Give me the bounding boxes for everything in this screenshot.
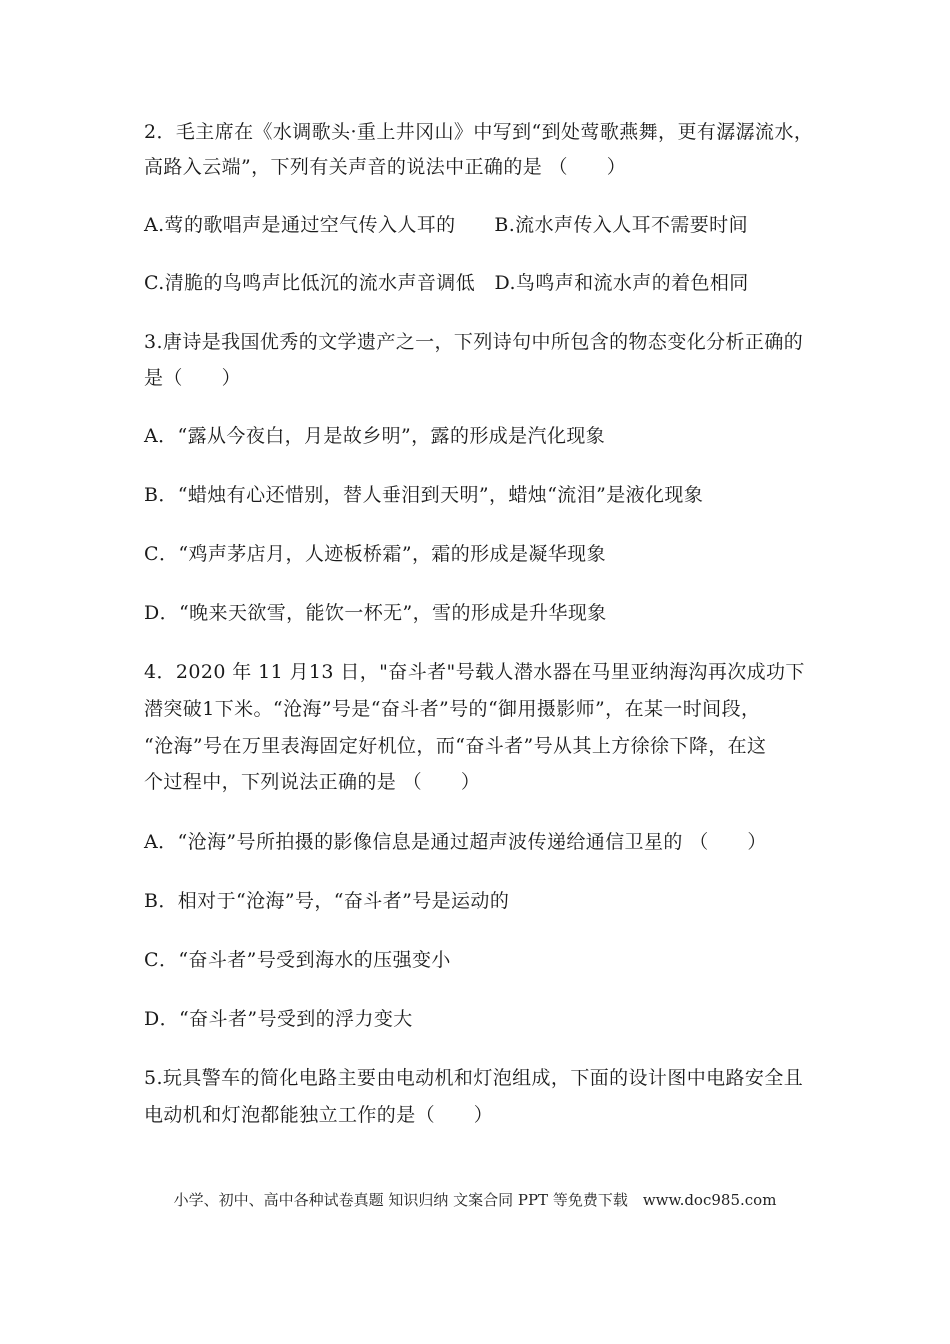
q3-stem-line2: 是（ ）	[144, 367, 242, 389]
q4-option-a: A．“沧海”号所拍摄的影像信息是通过超声波传递给通信卫星的 （ ）	[144, 831, 767, 853]
q2-stem-line2: 高路入云端”，下列有关声音的说法中正确的是 （ ）	[144, 156, 627, 178]
q3-option-a: A．“露从今夜白，月是故乡明”，露的形成是汽化现象	[144, 425, 606, 447]
q5-stem-line1: 5.玩具警车的简化电路主要由电动机和灯泡组成，下面的设计图中电路安全且	[144, 1067, 804, 1089]
q4-option-b: B．相对于“沧海”号，“奋斗者”号是运动的	[144, 890, 510, 912]
q3-stem-line1: 3.唐诗是我国优秀的文学遗产之一，下列诗句中所包含的物态变化分析正确的	[144, 331, 804, 353]
q3-option-b: B．“蜡烛有心还惜别，替人垂泪到天明”，蜡烛“流泪”是液化现象	[144, 484, 704, 506]
q4-stem-line3: “沧海”号在万里表海固定好机位，而“奋斗者”号从其上方徐徐下降，在这	[144, 735, 767, 757]
q3-option-d: D．“晚来天欲雪，能饮一杯无”，雪的形成是升华现象	[144, 602, 607, 624]
q4-stem-line2: 潜突破1下米。“沧海”号是“奋斗者”号的“御用摄影师”，在某一时间段，	[144, 698, 761, 720]
q5-stem-line2: 电动机和灯泡都能独立工作的是（ ）	[144, 1104, 494, 1126]
q3-option-c: C．“鸡声茅店月，人迹板桥霜”，霜的形成是凝华现象	[144, 543, 606, 565]
q4-option-d: D．“奋斗者”号受到的浮力变大	[144, 1008, 413, 1030]
q4-option-c: C．“奋斗者”号受到海水的压强变小	[144, 949, 451, 971]
q4-stem-line4: 个过程中，下列说法正确的是 （ ）	[144, 771, 481, 793]
q2-options-row2: C.清脆的鸟鸣声比低沉的流水声音调低 D.鸟鸣声和流水声的着色相同	[144, 272, 749, 294]
q2-options-row1: A.莺的歌唱声是通过空气传入人耳的 B.流水声传入人耳不需要时间	[144, 214, 748, 236]
q2-stem-line1: 2．毛主席在《水调歌头·重上井冈山》中写到“到处莺歌燕舞，更有潺潺流水，	[144, 121, 814, 143]
q4-stem-line1: 4．2020 年 11 月13 日，"奋斗者"号载人潜水器在马里亚纳海沟再次成功下	[144, 661, 805, 683]
page-footer: 小学、初中、高中各种试卷真题 知识归纳 文案合同 PPT 等免费下载 www.doc985.com	[173, 1191, 777, 1209]
